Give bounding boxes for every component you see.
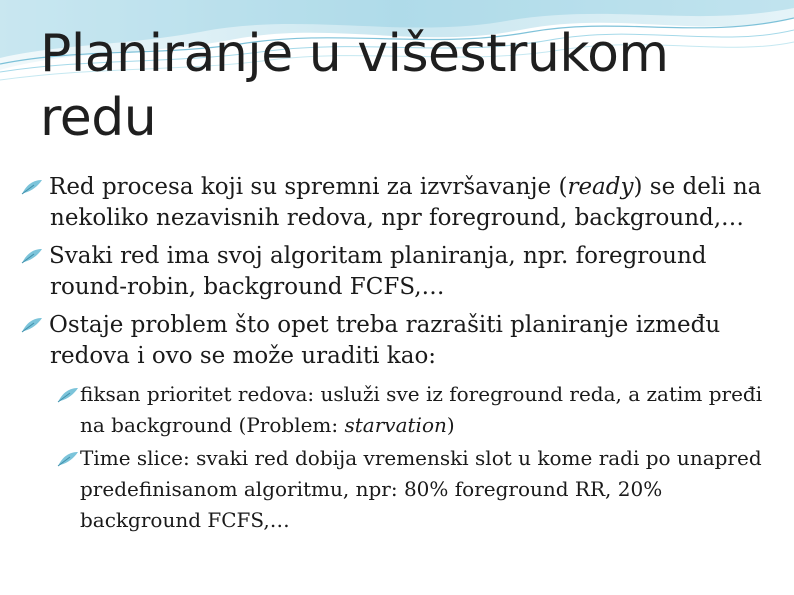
subbullet-item-2	[20, 443, 780, 536]
feather-bullet-icon	[20, 178, 44, 196]
bullet-1-emphasis: ready	[567, 174, 634, 200]
bullet-item-2	[20, 241, 780, 303]
feather-bullet-icon	[56, 386, 80, 404]
feather-bullet-icon	[56, 450, 80, 468]
slide-title	[40, 22, 760, 150]
bullet-1-text-b: ) se deli na nekoliko nezavisnih redova, npr foreground, background,…	[50, 174, 762, 231]
bullet-1-text-a: Red procesa koji su spremni za izvršavanje (	[49, 174, 568, 200]
bullet-list	[20, 172, 780, 538]
feather-bullet-icon	[20, 247, 44, 265]
subbullet-1-text-a: fiksan prioritet redova: usluži sve iz foreground reda, a zatim pređi na background (Problem:	[80, 382, 763, 437]
bullet-item-1	[20, 172, 780, 234]
bullet-item-3	[20, 310, 780, 372]
title-line-1: Planiranje u višestrukom	[40, 24, 669, 84]
subbullet-1-emphasis: starvation	[344, 413, 447, 437]
title-line-2: redu	[40, 88, 157, 148]
bullet-3-text: Ostaje problem što opet treba razrašiti planiranje između redova i ovo se može uraditi kao:	[49, 312, 721, 369]
subbullet-item-1	[20, 379, 780, 441]
subbullet-1-text-b: )	[446, 413, 455, 437]
feather-bullet-icon	[20, 316, 44, 334]
subbullet-2-text: Time slice: svaki red dobija vremenski slot u kome radi po unapred predefinisanom algoritmu, npr: 80% foreground RR, 20% background FCFS,…	[80, 446, 762, 532]
bullet-2-text: Svaki red ima svoj algoritam planiranja, npr. foreground round-robin, background FCFS,…	[49, 243, 707, 300]
